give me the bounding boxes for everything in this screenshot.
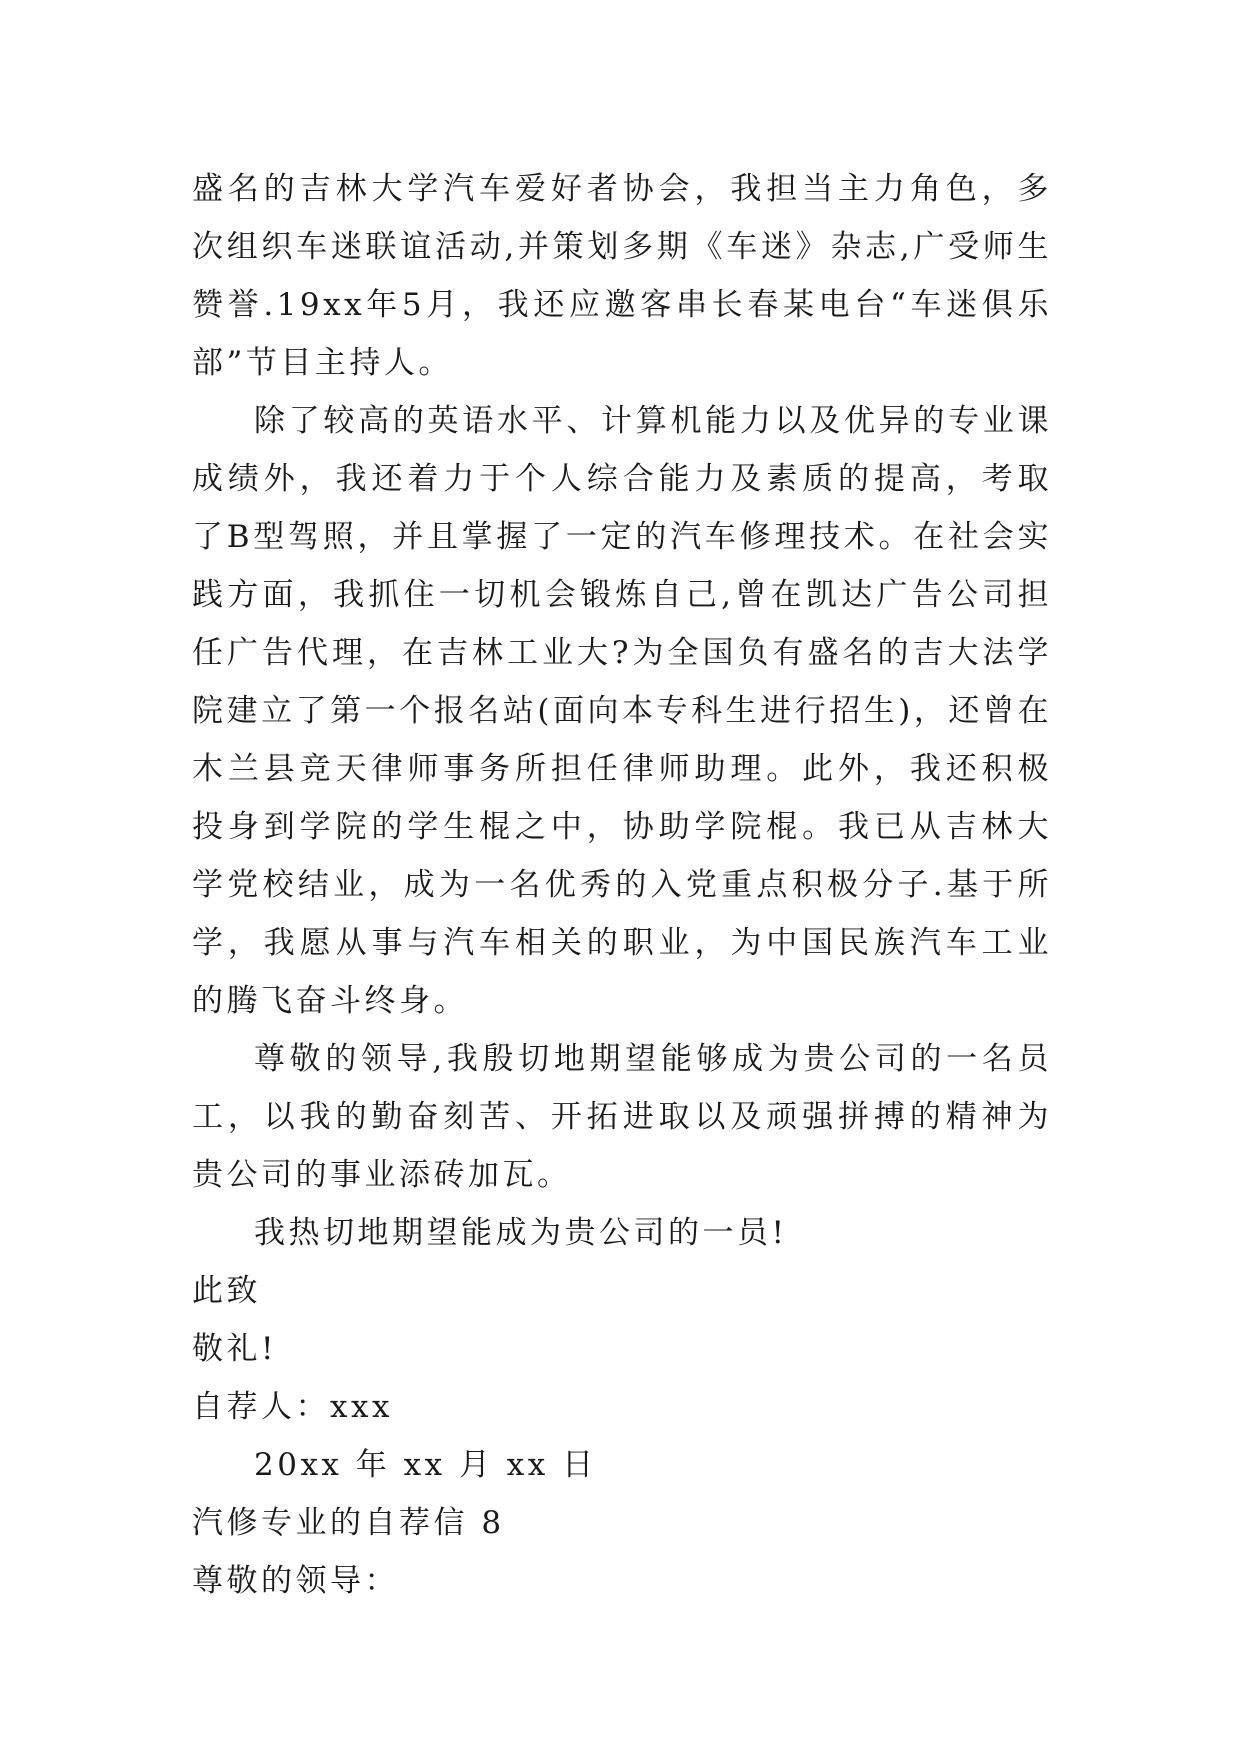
paragraph-hope: 我热切地期望能成为贵公司的一员!: [254, 1215, 788, 1251]
paragraph-club-activities: 盛名的吉林大学汽车爱好者协会，我担当主力角色，多次组织车迷联谊活动,并策划多期《车迷》杂志,广受师生赞誉.19xx年5月，我还应邀客串长春某电台“车迷俱乐部”节目主持人。: [192, 171, 1052, 381]
signature: 自荐人：xxx: [192, 1389, 393, 1425]
closing-salute-1: 此致: [192, 1273, 261, 1309]
letter-date: 20xx 年 xx 月 xx 日: [254, 1447, 597, 1483]
paragraph-wish-to-join: 尊敬的领导,我殷切地期望能够成为贵公司的一名员工，以我的勤奋刻苦、开拓进取以及顽强拼搏的精神为贵公司的事业添砖加瓦。: [192, 1041, 1052, 1193]
closing-salute-2: 敬礼!: [192, 1331, 277, 1367]
document-body: [192, 160, 1052, 1610]
paragraph-skills-practice: 除了较高的英语水平、计算机能力以及优异的专业课成绩外，我还着力于个人综合能力及素质的提高，考取了B型驾照，并且掌握了一定的汽车修理技术。在社会实践方面，我抓住一切机会锻炼自己,曾在凯达广告公司担任广告代理，在吉林工业大?为全国负有盛名的吉大法学院建立了第一个报名站(面向本专科生进行招生)，还曾在木兰县竞天律师事务所担任律师助理。此外，我还积极投身到学院的学生棍之中，协助学院棍。我已从吉林大学党校结业，成为一名优秀的入党重点积极分子.基于所学，我愿从事与汽车相关的职业，为中国民族汽车工业的腾飞奋斗终身。: [192, 403, 1052, 1019]
next-letter-title: 汽修专业的自荐信 8: [192, 1505, 505, 1541]
next-letter-salutation: 尊敬的领导：: [192, 1563, 399, 1599]
